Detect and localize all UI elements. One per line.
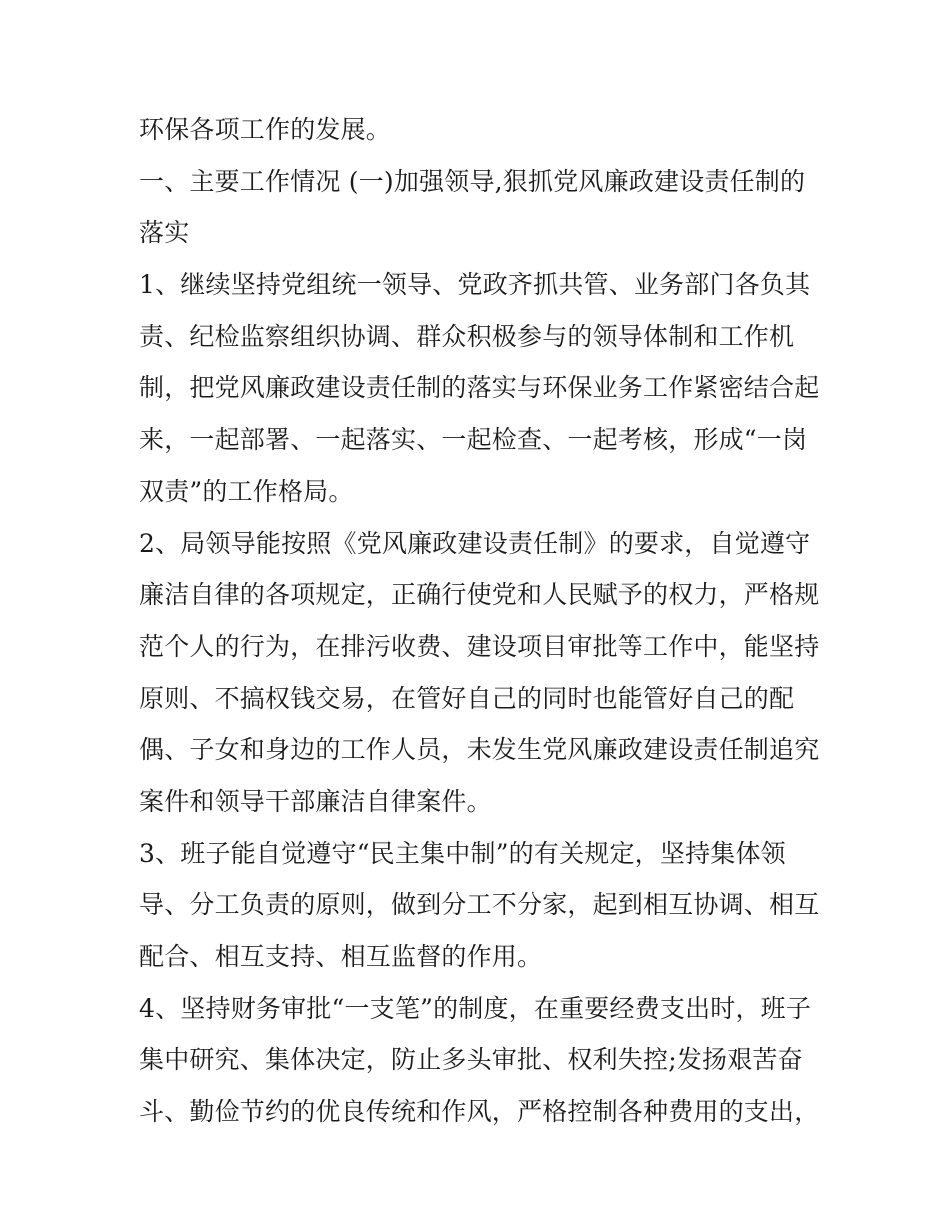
text-line: 环保各项工作的发展。: [139, 115, 392, 144]
document-body: [139, 104, 819, 1138]
text-line: 导、分工负责的原则，做到分工不分家，起到相互协调、相互: [139, 890, 820, 920]
text-line: 范个人的行为，在排污收费、建设项目审批等工作中，能坚持: [139, 631, 820, 661]
text-line: 斗、勤俭节约的优良传统和作风，严格控制各种费用的支出，: [139, 1097, 820, 1127]
section-heading: 一、主要工作情况 (一)加强领导,狠抓党风廉政建设责任制的: [139, 166, 806, 196]
text-line: 责、纪检监察组织协调、群众积极参与的领导体制和工作机: [139, 321, 795, 351]
text-line: 偶、子女和身边的工作人员，未发生党风廉政建设责任制追究: [139, 735, 820, 765]
text-line: 廉洁自律的各项规定，正确行使党和人民赋予的权力，严格规: [139, 580, 820, 610]
text-line: 2、局领导能按照《党风廉政建设责任制》的要求，自觉遵守: [139, 528, 811, 558]
text-line: 3、班子能自觉遵守“民主集中制”的有关规定，坚持集体领: [139, 838, 786, 868]
text-line: 制，把党风廉政建设责任制的落实与环保业务工作紧密结合起: [139, 373, 820, 403]
text-line: 配合、相互支持、相互监督的作用。: [139, 942, 543, 971]
text-line: 案件和领导干部廉洁自律案件。: [139, 786, 492, 816]
text-line: 1、继续坚持党组统一领导、党政齐抓共管、业务部门各负其: [139, 270, 811, 300]
text-line: 来，一起部署、一起落实、一起检查、一起考核，形成“一岗: [139, 425, 808, 455]
section-heading-continued: 落实: [139, 218, 190, 248]
text-line: 原则、不搞权钱交易，在管好自己的同时也能管好自己的配: [139, 683, 795, 713]
text-line: 集中研究、集体决定，防止多头审批、权利失控;发扬艰苦奋: [139, 1045, 803, 1075]
text-line: 4、坚持财务审批“一支笔”的制度，在重要经费支出时，班子: [139, 993, 812, 1023]
text-line: 双责”的工作格局。: [139, 476, 354, 506]
